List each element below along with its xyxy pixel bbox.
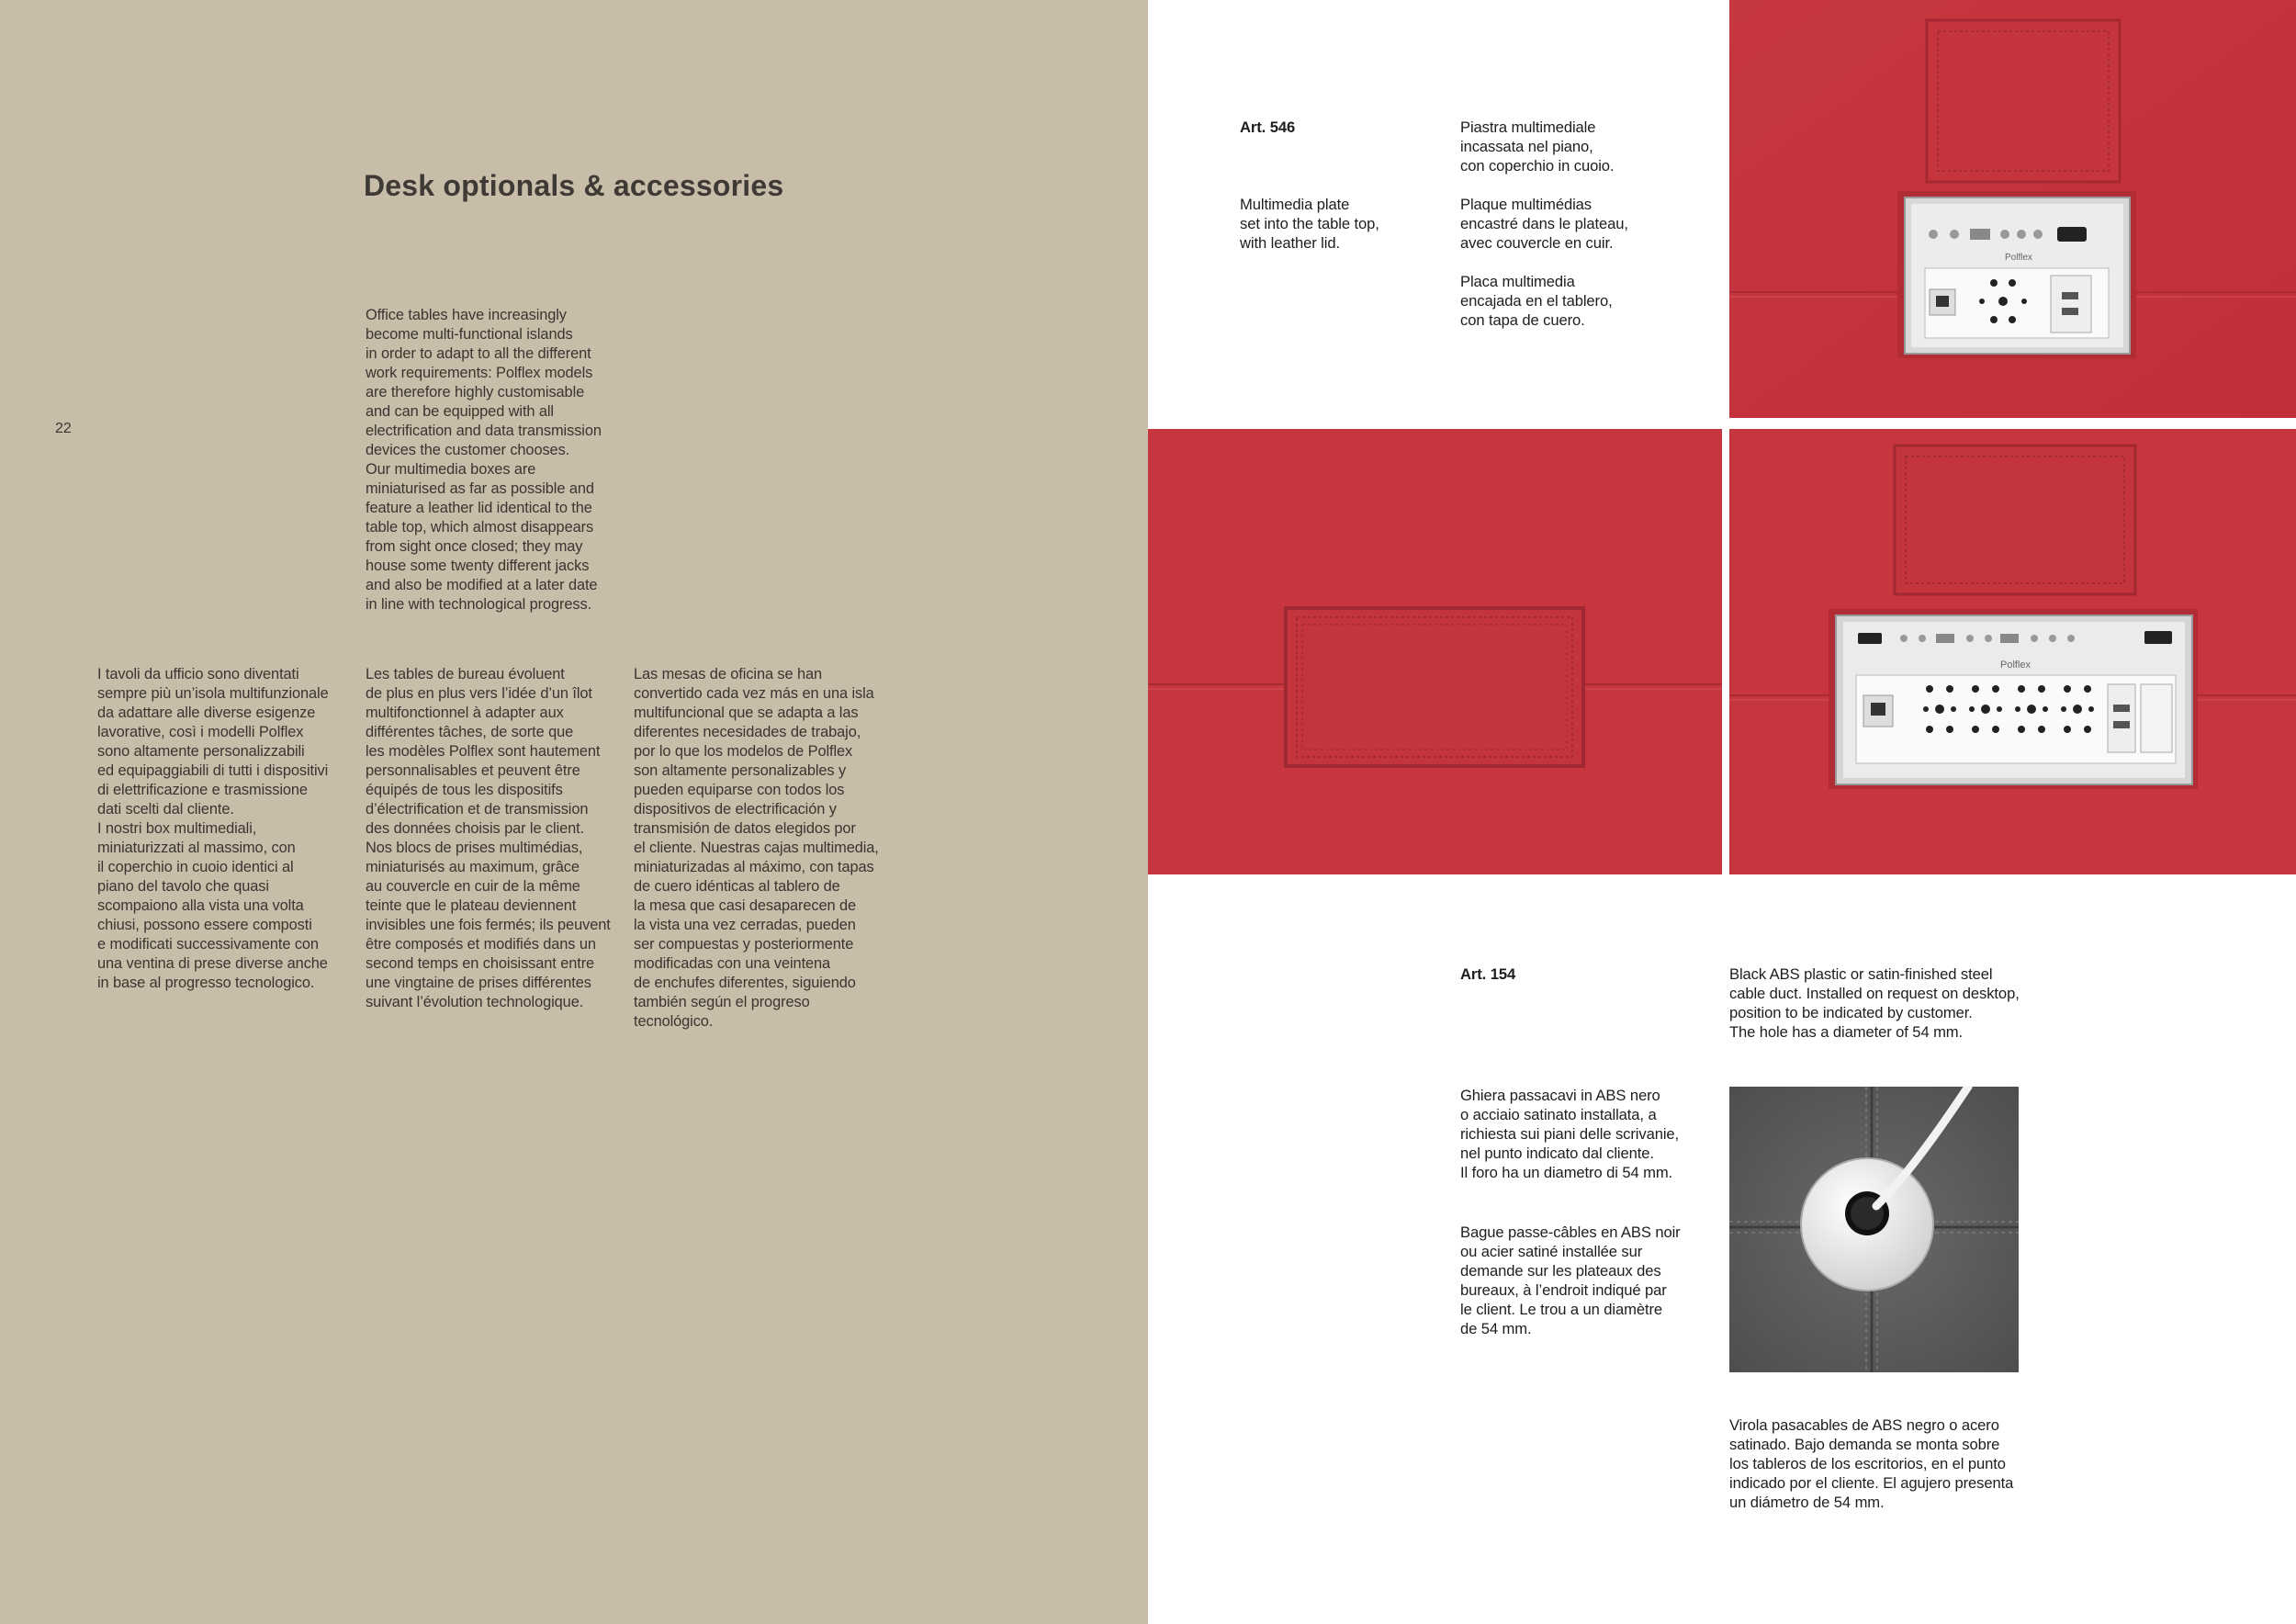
- art-154-desc-en: Black ABS plastic or satin-finished steel cable duct. Installed on request on desktop, position to be indicated by customer. The hole has a diameter of 54 mm.: [1729, 965, 2020, 1041]
- page-number: 22: [55, 421, 72, 436]
- right-page: [1148, 0, 2296, 1624]
- art-154-code: Art. 154: [1460, 965, 1516, 983]
- art-154-desc-fr: Bague passe-câbles en ABS noir ou acier satiné installée sur demande sur les plateaux des bureaux, à l’endroit indiqué par le client. Le trou a un diamètre de 54 mm.: [1460, 1224, 1681, 1337]
- art-546-desc-es: Placa multimedia encajada en el tablero, con tapa de cuero.: [1460, 273, 1613, 329]
- plate-brand-mark-large: Polflex: [2000, 660, 2032, 671]
- art-154-desc-es: Virola pasacables de ABS negro o acero satinado. Bajo demanda se monta sobre los tableros de los escritorios, en el punto indicado por el cliente. El agujero presenta un diámetro de 54 mm.: [1729, 1416, 2014, 1511]
- photo-multimedia-plate-open: [1729, 0, 2296, 418]
- intro-text-fr: Les tables de bureau évoluent de plus en plus vers l’idée d’un îlot multifonctionnel à adapter aux différentes tâches, de sorte que les modèles Polflex sont hautement personnalisables et peuvent être équipés de tous les dispositifs d’électrification et de transmission des données choisis par le client. Nos blocs de prises multimédias, miniaturisés au maximum, grâce au couvercle en cuir de la même teinte que le plateau deviennent invisibles une fois fermés; ils peuvent être composés et modifiés dans un second temps en choisissant entre une vingtaine de prises différentes suivant l’évolution technologique.: [366, 666, 611, 1010]
- photo-leather-lid-closed: [1148, 429, 1722, 874]
- intro-text-en: Office tables have increasingly become multi-functional islands in order to adapt to all the different work requirements: Polflex models are therefore highly customisable and can be equipped with all electrification and data transmission devices the customer chooses. Our multimedia boxes are miniaturised as far as possible and feature a leather lid identical to the table top, which almost disappears from sight once closed; they may house some twenty different jacks and also be modified at a later date in line with technological progress.: [366, 307, 602, 613]
- photo-cable-grommet: [1729, 1087, 2019, 1372]
- photo-multimedia-plate-large: [1729, 429, 2296, 874]
- intro-text-it: I tavoli da ufficio sono diventati sempre più un’isola multifunzionale da adattare alle diverse esigenze lavorative, così i modelli Polflex sono altamente personalizzabili ed equipaggiabili di tutti i dispositivi di elettrificazione e trasmissione dati scelti dal cliente. I nostri box multimediali, miniaturizzati al massimo, con il coperchio in cuoio identici al piano del tavolo che quasi scompaiono alla vista una volta chiusi, possono essere composti e modificati successivamente con una ventina di prese diverse anche in base al progresso tecnologico.: [97, 666, 329, 991]
- art-546-desc-fr: Plaque multimédias encastré dans le plateau, avec couvercle en cuir.: [1460, 196, 1628, 252]
- plate-brand-mark: Polflex: [2005, 253, 2033, 263]
- page-title: Desk optionals & accessories: [364, 169, 784, 202]
- art-154-desc-it: Ghiera passacavi in ABS nero o acciaio satinato installata, a richiesta sui piani delle scrivanie, nel punto indicato dal cliente. Il foro ha un diametro di 54 mm.: [1460, 1087, 1680, 1181]
- art-546-desc-en: Multimedia plate set into the table top, with leather lid.: [1240, 196, 1379, 252]
- art-546-desc-it: Piastra multimediale incassata nel piano, con coperchio in cuoio.: [1460, 118, 1615, 175]
- art-546-code: Art. 546: [1240, 118, 1296, 136]
- intro-text-es: Las mesas de oficina se han convertido cada vez más en una isla multifuncional que se adapta a las diferentes necesidades de trabajo, por lo que los modelos de Polflex son altamente personalizables y pueden equiparse con todos los dispositivos de electrificación y transmisión de datos elegidos por el cliente. Nuestras cajas multimedia, miniaturizadas al máximo, con tapas de cuero idénticas al tablero de la mesa que casi desaparecen de la vista una vez cerradas, pueden ser compuestas y posteriormente modificadas con una veintena de enchufes diferentes, siguiendo también según el progreso tecnológico.: [634, 666, 879, 1030]
